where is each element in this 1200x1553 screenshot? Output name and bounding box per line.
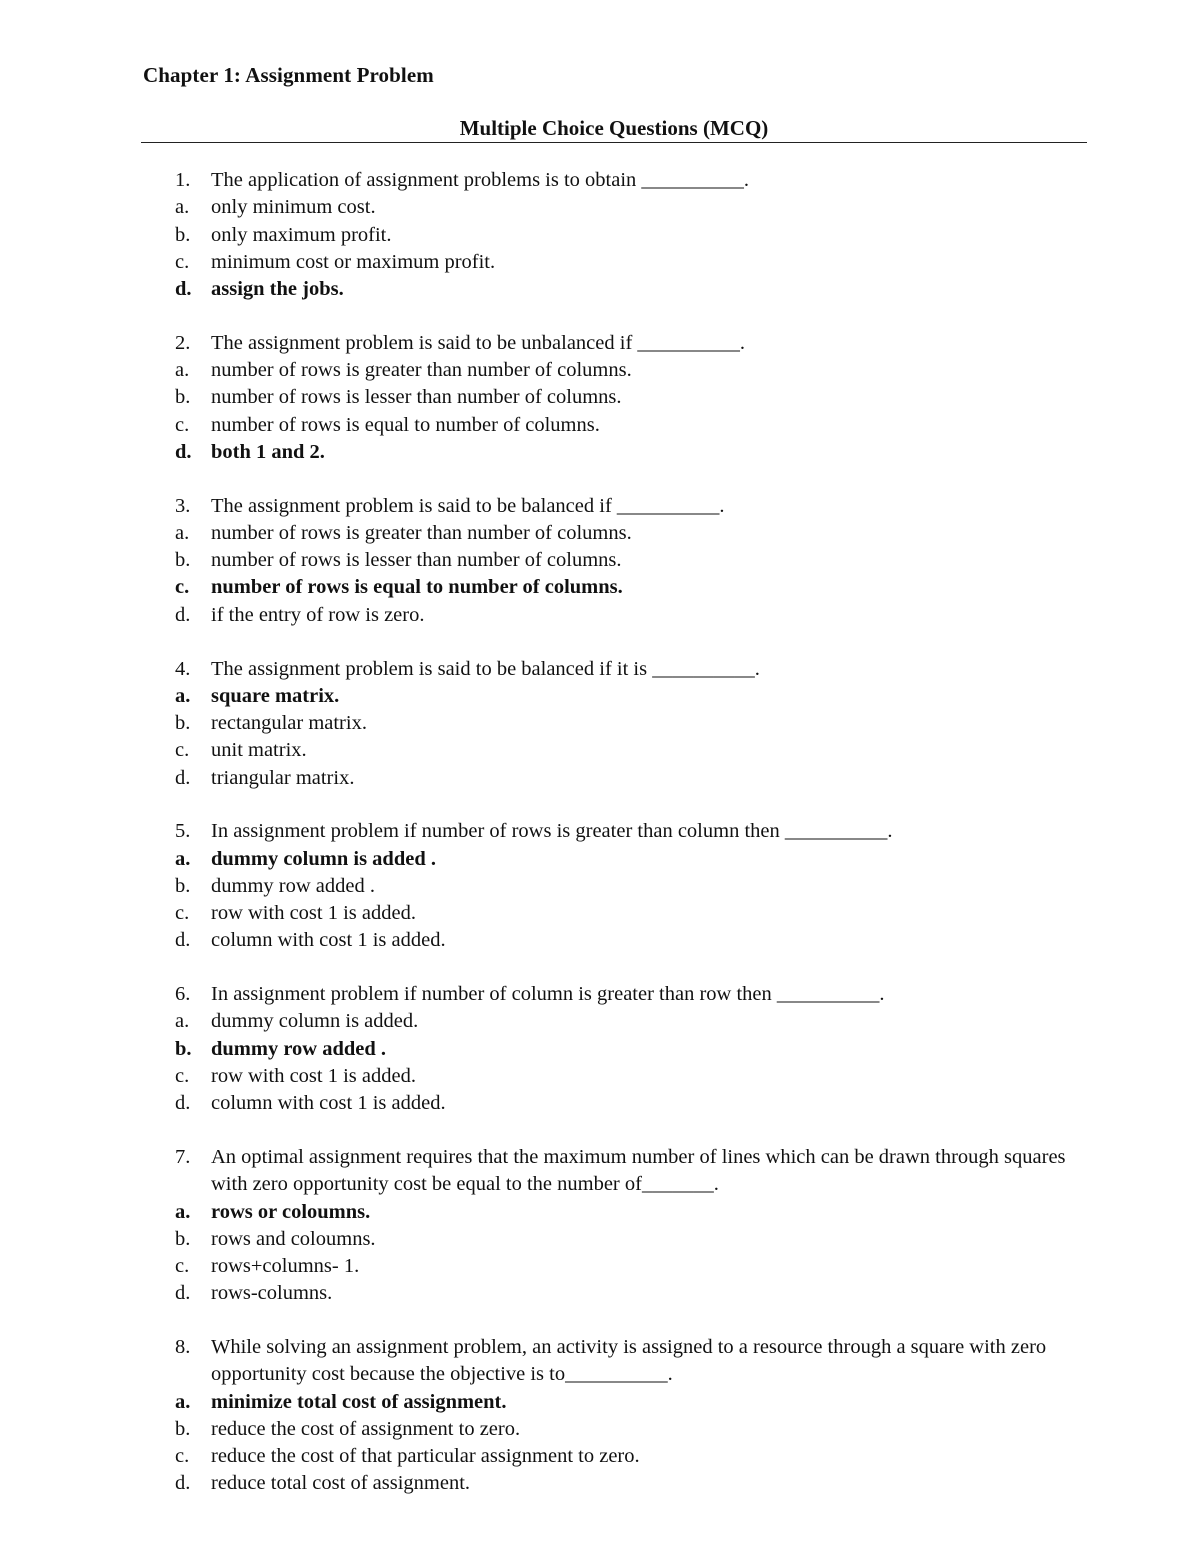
question-8	[175, 1334, 1090, 1498]
option-letter: b.	[175, 386, 191, 409]
option-text: reduce the cost of assignment to zero.	[211, 1417, 521, 1440]
answer-option	[175, 249, 1090, 276]
option-text: assign the jobs.	[211, 278, 344, 300]
option-letter: a.	[175, 1200, 191, 1223]
option-letter: c.	[175, 902, 190, 925]
correct-option	[175, 1389, 1090, 1416]
question-text: An optimal assignment requires that the maximum number of lines which can be drawn through squares with zero opportunity cost be equal to the number of_______.	[211, 1146, 1066, 1196]
question-text: The assignment problem is said to be balanced if it is __________.	[211, 657, 760, 680]
option-letter: b.	[175, 712, 191, 735]
question-3	[175, 493, 1090, 629]
question-text: In assignment problem if number of column is greater than row then __________.	[211, 983, 885, 1006]
answer-option	[175, 873, 1090, 900]
correct-option	[175, 276, 1090, 303]
option-letter: a.	[175, 684, 191, 707]
option-letter: b.	[175, 874, 191, 897]
question-number: 2.	[175, 331, 191, 354]
answer-option	[175, 765, 1090, 792]
answer-option	[175, 1063, 1090, 1090]
option-letter: a.	[175, 1390, 191, 1413]
question-number: 7.	[175, 1146, 191, 1169]
section-title: Multiple Choice Questions (MCQ)	[459, 116, 769, 140]
option-letter: c.	[175, 250, 190, 273]
option-text: unit matrix.	[211, 739, 307, 762]
question-number: 8.	[175, 1336, 191, 1359]
question-1	[175, 167, 1090, 303]
option-letter: d.	[175, 766, 191, 789]
question-4	[175, 656, 1090, 792]
option-text: rows-columns.	[211, 1282, 333, 1305]
correct-option	[175, 439, 1090, 466]
option-text: number of rows is equal to number of columns.	[211, 576, 623, 599]
option-text: row with cost 1 is added.	[211, 902, 416, 925]
option-text: number of rows is lesser than number of columns.	[211, 386, 622, 409]
correct-option	[175, 1199, 1090, 1226]
option-letter: c.	[175, 576, 190, 599]
question-number: 4.	[175, 657, 191, 680]
question-7	[175, 1144, 1090, 1308]
answer-option	[175, 1416, 1090, 1443]
correct-option	[175, 574, 1090, 601]
option-letter: d.	[175, 1282, 191, 1305]
option-text: both 1 and 2.	[211, 440, 325, 463]
option-text: if the entry of row is zero.	[211, 603, 425, 626]
answer-option	[175, 1090, 1090, 1117]
option-text: reduce total cost of assignment.	[211, 1472, 471, 1495]
option-letter: c.	[175, 739, 190, 762]
answer-option	[175, 194, 1090, 221]
option-text: square matrix.	[211, 684, 340, 707]
option-text: column with cost 1 is added.	[211, 929, 446, 952]
question-stem	[175, 330, 1090, 357]
answer-option	[175, 547, 1090, 574]
question-list	[175, 167, 1090, 1524]
question-number: 1.	[175, 169, 191, 191]
option-letter: d.	[175, 1092, 191, 1115]
option-text: minimize total cost of assignment.	[211, 1390, 507, 1413]
question-6	[175, 981, 1090, 1117]
answer-option	[175, 1008, 1090, 1035]
option-letter: c.	[175, 413, 190, 436]
answer-option	[175, 222, 1090, 249]
question-stem	[175, 1334, 1090, 1389]
option-text: only maximum profit.	[211, 223, 392, 246]
question-stem	[175, 167, 1090, 194]
option-text: dummy row added .	[211, 874, 375, 897]
option-text: dummy column is added .	[211, 847, 436, 870]
answer-option	[175, 710, 1090, 737]
correct-option	[175, 1036, 1090, 1063]
option-text: triangular matrix.	[211, 766, 355, 789]
option-letter: d.	[175, 278, 192, 300]
option-letter: c.	[175, 1255, 190, 1278]
option-letter: d.	[175, 1472, 191, 1495]
question-number: 5.	[175, 820, 191, 843]
option-letter: b.	[175, 1417, 191, 1440]
answer-option	[175, 1443, 1090, 1470]
chapter-title: Chapter 1: Assignment Problem	[143, 63, 434, 87]
option-letter: a.	[175, 359, 190, 382]
option-text: rows+columns- 1.	[211, 1255, 360, 1278]
question-5	[175, 818, 1090, 954]
option-letter: a.	[175, 1010, 190, 1033]
question-text: The assignment problem is said to be unbalanced if __________.	[211, 331, 746, 354]
question-text: The application of assignment problems is to obtain __________.	[211, 169, 750, 191]
option-letter: d.	[175, 603, 191, 626]
option-text: number of rows is equal to number of columns.	[211, 413, 600, 436]
option-letter: a.	[175, 196, 190, 219]
option-letter: c.	[175, 1064, 190, 1087]
option-text: dummy column is added.	[211, 1010, 419, 1033]
option-letter: b.	[175, 223, 191, 246]
option-text: rows or coloumns.	[211, 1200, 371, 1223]
option-text: number of rows is greater than number of columns.	[211, 521, 632, 544]
option-text: rectangular matrix.	[211, 712, 367, 735]
question-stem	[175, 981, 1090, 1008]
question-stem	[175, 1144, 1090, 1199]
option-text: row with cost 1 is added.	[211, 1064, 416, 1087]
option-letter: b.	[175, 1037, 192, 1060]
question-stem	[175, 656, 1090, 683]
answer-option	[175, 1280, 1090, 1307]
option-letter: d.	[175, 929, 191, 952]
option-text: column with cost 1 is added.	[211, 1092, 446, 1115]
question-stem	[175, 493, 1090, 520]
option-letter: d.	[175, 440, 192, 463]
answer-option	[175, 357, 1090, 384]
option-letter: a.	[175, 847, 191, 870]
answer-option	[175, 1470, 1090, 1497]
question-text: While solving an assignment problem, an activity is assigned to a resource through a square with zero opportunity cost because the objective is to__________.	[211, 1336, 1047, 1386]
answer-option	[175, 384, 1090, 411]
option-text: number of rows is greater than number of columns.	[211, 359, 632, 382]
answer-option	[175, 1253, 1090, 1280]
question-text: In assignment problem if number of rows is greater than column then __________.	[211, 820, 893, 843]
option-letter: c.	[175, 1445, 190, 1468]
option-letter: a.	[175, 521, 190, 544]
question-text: The assignment problem is said to be balanced if __________.	[211, 494, 725, 517]
answer-option	[175, 412, 1090, 439]
answer-option	[175, 602, 1090, 629]
question-number: 6.	[175, 983, 191, 1006]
option-letter: b.	[175, 1227, 191, 1250]
answer-option	[175, 737, 1090, 764]
option-text: number of rows is lesser than number of columns.	[211, 549, 622, 572]
correct-option	[175, 683, 1090, 710]
question-number: 3.	[175, 494, 191, 517]
option-text: minimum cost or maximum profit.	[211, 250, 496, 273]
question-stem	[175, 818, 1090, 845]
option-text: rows and coloumns.	[211, 1227, 376, 1250]
option-text: only minimum cost.	[211, 196, 376, 219]
answer-option	[175, 1226, 1090, 1253]
option-letter: b.	[175, 549, 191, 572]
answer-option	[175, 927, 1090, 954]
correct-option	[175, 846, 1090, 873]
answer-option	[175, 520, 1090, 547]
option-text: reduce the cost of that particular assignment to zero.	[211, 1445, 640, 1468]
answer-option	[175, 900, 1090, 927]
question-2	[175, 330, 1090, 466]
title-divider	[141, 142, 1087, 143]
option-text: dummy row added .	[211, 1037, 387, 1060]
